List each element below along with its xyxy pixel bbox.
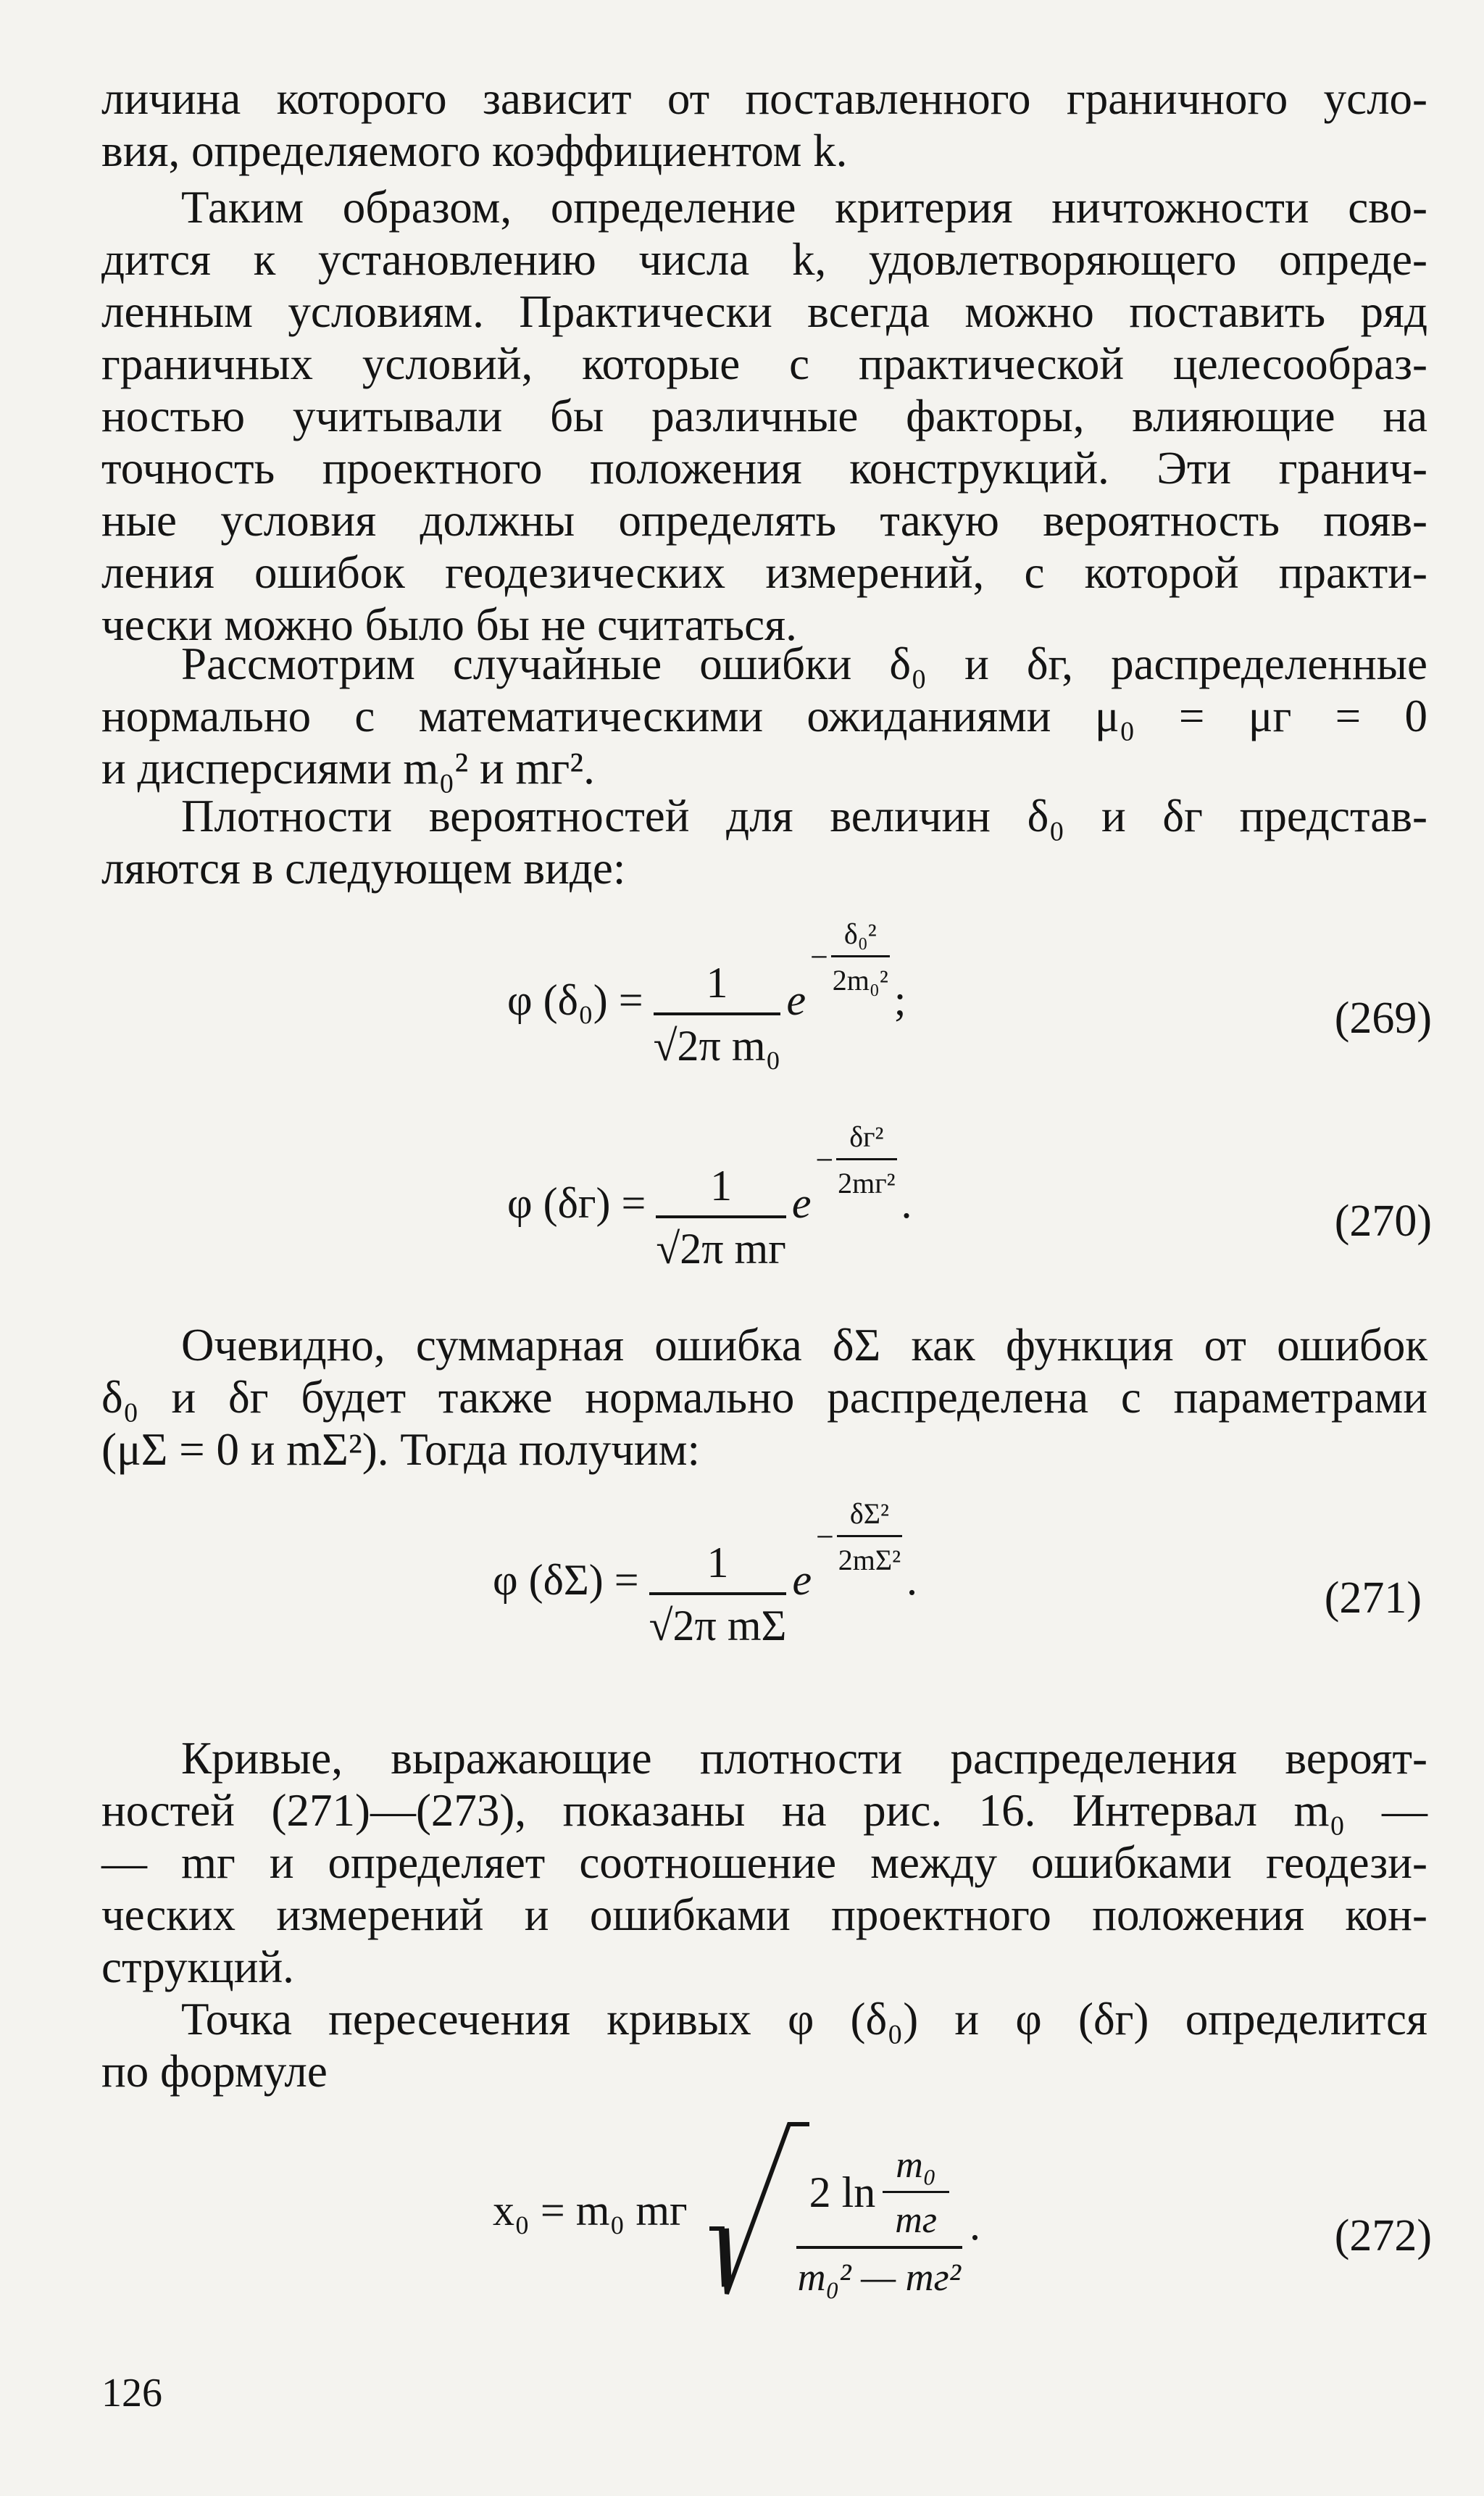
formula-lhs: φ (δΣ) = [493, 1555, 639, 1604]
text-line: Рассмотрим случайные ошибки δ₀ и δг, распределенные [181, 638, 1427, 689]
formula-fraction [654, 958, 781, 1071]
text-line: и дисперсиями m₀² и mг². [101, 743, 595, 794]
radical-sign-icon [702, 2120, 811, 2301]
ln-argument [883, 2144, 949, 2242]
formula-fraction [656, 1161, 786, 1274]
text-line: ностей (271)—(273), показаны на рис. 16. Интервал m₀ — [101, 1785, 1427, 1836]
formula-lhs: φ (δ₀) = [507, 975, 643, 1024]
text-line: ческих измерений и ошибками проектного положения кон- [101, 1889, 1427, 1940]
equation-number: (269) [1334, 994, 1432, 1043]
text-line: по формуле [101, 2046, 328, 2097]
exponent-numerator: δ₀² [831, 917, 890, 957]
equation-number: (272) [1334, 2211, 1432, 2260]
paragraph-1 [101, 72, 1427, 177]
ln-coef: 2 ln [809, 2168, 876, 2216]
text-line: вия, определяемого коэффициентом k. [101, 125, 848, 176]
paragraph-4 [101, 790, 1427, 894]
paragraph-7 [101, 1993, 1427, 2097]
fraction-denominator: √2π mг [656, 1225, 786, 1273]
exp-base: e [791, 1178, 812, 1227]
text-line: Таким образом, определение критерия ничтожности сво- [181, 182, 1427, 233]
formula-272 [0, 2116, 1484, 2305]
fraction-numerator: 1 [654, 958, 781, 1015]
formula-punct: . [969, 2200, 980, 2249]
exponent-numerator: δΣ² [837, 1497, 902, 1537]
text-line: струкций. [101, 1942, 294, 1992]
paragraph-6 [101, 1732, 1427, 1993]
text-line: ленным условиям. Практически всегда можно поставить ряд [101, 286, 1427, 337]
formula-lhs: x₀ = m₀ mг [493, 2186, 688, 2234]
equation-number: (271) [1324, 1573, 1422, 1623]
text-line: (μΣ = 0 и mΣ²). Тогда получим: [101, 1424, 701, 1475]
ln-arg-denominator: mг [895, 2199, 938, 2241]
text-line: ляются в следующем виде: [101, 843, 626, 894]
text-line: нормально с математическими ожиданиями μ₀ = μг = 0 [101, 691, 1427, 741]
text-line: Кривые, выражающие плотности распределения вероят- [181, 1733, 1427, 1784]
formula-270 [0, 1116, 1484, 1290]
paragraph-2 [101, 181, 1427, 651]
ln-arg-numerator: m₀ [883, 2144, 949, 2193]
exp-base: e [792, 1555, 812, 1604]
exponent: − $\frac{\text{δг²}}{\text{2mг²}}$ [815, 1120, 896, 1199]
paragraph-5 [101, 1319, 1427, 1476]
text-line: личина которого зависит от поставленного граничного усло- [101, 73, 1427, 124]
text-line: чески можно было бы не считаться. [101, 599, 797, 650]
formula-punct: . [901, 1178, 912, 1227]
text-line: Плотности вероятностей для величин δ₀ и δг представ- [181, 791, 1427, 841]
text-line: — mг и определяет соотношение между ошибками геодези- [101, 1837, 1427, 1888]
fraction-numerator: 1 [649, 1538, 787, 1595]
fraction-numerator: 1 [656, 1161, 786, 1218]
text-line: δ₀ и δг будет также нормально распределена с параметрами [101, 1372, 1427, 1423]
text-line: ные условия должны определять такую вероятность появ- [101, 495, 1427, 546]
text-line: ностью учитывали бы различные факторы, влияющие на [101, 391, 1427, 441]
radicand-numerator [796, 2144, 962, 2249]
page-number: 126 [101, 2371, 162, 2416]
formula-punct: ; [893, 975, 906, 1024]
text-line: Точка пересечения кривых φ (δ₀) и φ (δг) определится [181, 1994, 1427, 2044]
text-line: дится к установлению числа k, удовлетворяющего опреде- [101, 234, 1427, 285]
formula-271 [0, 1493, 1484, 1667]
text-line: ления ошибок геодезических измерений, с которой практи- [101, 547, 1427, 598]
fraction-denominator: √2π m₀ [653, 1022, 781, 1070]
exp-base: e [786, 975, 806, 1024]
formula-fraction [649, 1538, 787, 1651]
exponent-denominator: 2mг² [838, 1166, 896, 1199]
exponent: − $\frac{\text{δΣ²}}{\text{2mΣ²}}$ [816, 1497, 901, 1576]
exponent-denominator: 2mΣ² [838, 1543, 901, 1576]
exponent-numerator: δг² [836, 1120, 896, 1160]
text-line: граничных условий, которые с практической целесообраз- [101, 338, 1427, 389]
paragraph-3 [101, 638, 1427, 794]
exponent: − $\frac{\text{δ₀²}}{\text{2m₀²}}$ [810, 917, 888, 997]
exponent-denominator: 2m₀² [832, 963, 888, 997]
text-line: точность проектного положения конструкций. Эти гранич- [101, 443, 1427, 494]
radicand-denominator: m₀² — mг² [797, 2255, 961, 2299]
equation-number: (270) [1334, 1197, 1432, 1246]
radicand-fraction [796, 2144, 962, 2300]
formula-lhs: φ (δг) = [507, 1178, 646, 1227]
formula-269 [0, 913, 1484, 1087]
formula-punct: . [906, 1555, 918, 1604]
text-line: Очевидно, суммарная ошибка δΣ как функция от ошибок [181, 1320, 1427, 1370]
fraction-denominator: √2π mΣ [649, 1602, 787, 1650]
